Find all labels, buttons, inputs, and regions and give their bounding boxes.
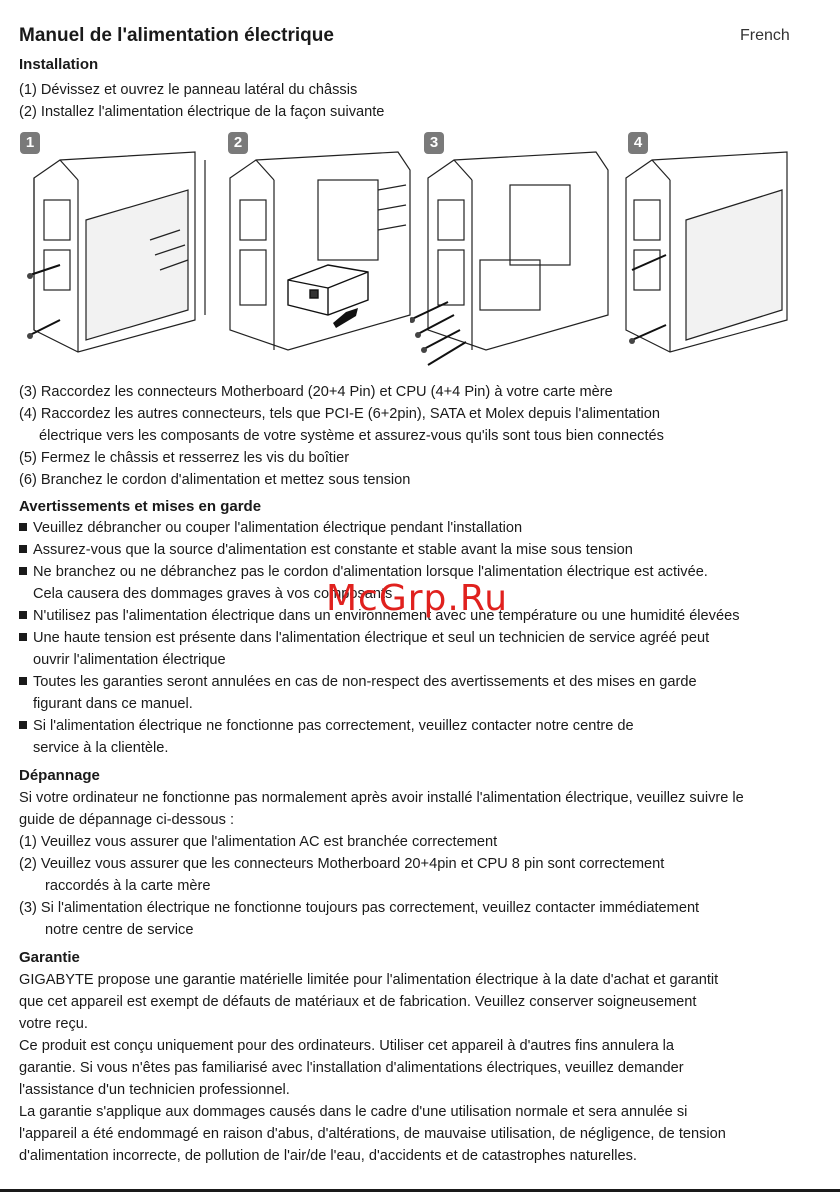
- language-label: French: [740, 27, 790, 44]
- psu-screws-illustration: [410, 130, 610, 370]
- warnings-heading: Avertissements et mises en garde: [19, 498, 262, 515]
- figure-step-4: [622, 130, 812, 360]
- warranty-heading: Garantie: [19, 949, 80, 966]
- install-step: (1) Dévissez et ouvrez le panneau latéral du châssis: [19, 82, 358, 98]
- warning-item: Si l'alimentation électrique ne fonctionne pas correctement, veuillez contacter notre centre de: [19, 715, 634, 737]
- install-step: (4) Raccordez les autres connecteurs, tels que PCI-E (6+2pin), SATA et Molex depuis l'alimentation: [19, 406, 661, 422]
- troubleshooting-line: (3) Si l'alimentation électrique ne fonctionne toujours pas correctement, veuillez contacter immédiatement: [19, 900, 700, 916]
- warranty-line: d'alimentation incorrecte, de pollution de l'air/de l'eau, d'accidents et de catastrophes naturelles.: [19, 1148, 637, 1164]
- page-title: Manuel de l'alimentation électrique: [19, 25, 334, 46]
- figure-badge: 2: [228, 132, 248, 154]
- warning-item-continued: Cela causera des dommages graves à vos composants: [33, 586, 393, 602]
- bullet-square-icon: [19, 567, 27, 575]
- figure-badge: 4: [628, 132, 648, 154]
- warranty-line: La garantie s'applique aux dommages causés dans le cadre d'une utilisation normale et sera annulée si: [19, 1104, 688, 1120]
- case-open-panel-illustration: [20, 130, 210, 360]
- warning-item: Toutes les garanties seront annulées en cas de non-respect des avertissements et des mises en garde: [19, 671, 697, 693]
- bullet-square-icon: [19, 523, 27, 531]
- troubleshooting-line-continued: notre centre de service: [45, 922, 194, 938]
- install-step: (2) Installez l'alimentation électrique de la façon suivante: [19, 104, 385, 120]
- warranty-line: GIGABYTE propose une garantie matérielle limitée pour l'alimentation électrique à la date d'achat et garantit: [19, 972, 719, 988]
- warning-item-continued: figurant dans ce manuel.: [33, 696, 193, 712]
- troubleshooting-line-continued: raccordés à la carte mère: [45, 878, 211, 894]
- warning-item-continued: ouvrir l'alimentation électrique: [33, 652, 226, 668]
- install-step: (5) Fermez le châssis et resserrez les vis du boîtier: [19, 450, 350, 466]
- troubleshooting-line: (1) Veuillez vous assurer que l'alimentation AC est branchée correctement: [19, 834, 498, 850]
- warranty-line: l'assistance d'un technicien professionnel.: [19, 1082, 290, 1098]
- bullet-square-icon: [19, 545, 27, 553]
- installation-figures: [20, 130, 690, 370]
- warranty-line: Ce produit est conçu uniquement pour des ordinateurs. Utiliser cet appareil à d'autres fins annulera la: [19, 1038, 675, 1054]
- figure-badge: 1: [20, 132, 40, 154]
- warning-item: Veuillez débrancher ou couper l'alimentation électrique pendant l'installation: [19, 517, 522, 539]
- install-step-continued: électrique vers les composants de votre système et assurez-vous qu'ils sont tous bien connectés: [39, 428, 664, 444]
- warning-item: N'utilisez pas l'alimentation électrique dans un environnement avec une température ou une humidité élevées: [19, 605, 740, 627]
- warning-item: Assurez-vous que la source d'alimentation est constante et stable avant la mise sous tension: [19, 539, 633, 561]
- installation-heading: Installation: [19, 56, 99, 73]
- figure-step-1: [20, 130, 210, 360]
- figure-step-3: [410, 130, 600, 360]
- warranty-line: garantie. Si vous n'êtes pas familiarisé avec l'installation d'alimentations électriques, veuillez demander: [19, 1060, 684, 1076]
- figure-badge: 3: [424, 132, 444, 154]
- warranty-line: que cet appareil est exempt de défauts de matériaux et de fabrication. Veuillez conserver soigneusement: [19, 994, 697, 1010]
- warning-item-continued: service à la clientèle.: [33, 740, 169, 756]
- psu-insert-illustration: [228, 130, 418, 360]
- warning-item: Ne branchez ou ne débranchez pas le cordon d'alimentation lorsque l'alimentation électrique est activée.: [19, 561, 708, 583]
- warranty-line: l'appareil a été endommagé en raison d'abus, d'altérations, de mauvaise utilisation, de négligence, de tension: [19, 1126, 726, 1142]
- troubleshooting-heading: Dépannage: [19, 767, 100, 784]
- bullet-square-icon: [19, 677, 27, 685]
- troubleshooting-line: Si votre ordinateur ne fonctionne pas normalement après avoir installé l'alimentation électrique, veuillez suivre le: [19, 790, 744, 806]
- case-close-panel-illustration: [622, 130, 822, 360]
- troubleshooting-line: guide de dépannage ci-dessous :: [19, 812, 235, 828]
- figure-step-2: [228, 130, 418, 360]
- bullet-square-icon: [19, 633, 27, 641]
- install-step: (3) Raccordez les connecteurs Motherboard (20+4 Pin) et CPU (4+4 Pin) à votre carte mère: [19, 384, 613, 400]
- bullet-square-icon: [19, 721, 27, 729]
- troubleshooting-line: (2) Veuillez vous assurer que les connecteurs Motherboard 20+4pin et CPU 8 pin sont correctement: [19, 856, 665, 872]
- install-step: (6) Branchez le cordon d'alimentation et mettez sous tension: [19, 472, 411, 488]
- watermark: McGrp.Ru: [326, 578, 509, 619]
- warranty-line: votre reçu.: [19, 1016, 88, 1032]
- warning-item: Une haute tension est présente dans l'alimentation électrique et seul un technicien de service agréé peut: [19, 627, 709, 649]
- bullet-square-icon: [19, 611, 27, 619]
